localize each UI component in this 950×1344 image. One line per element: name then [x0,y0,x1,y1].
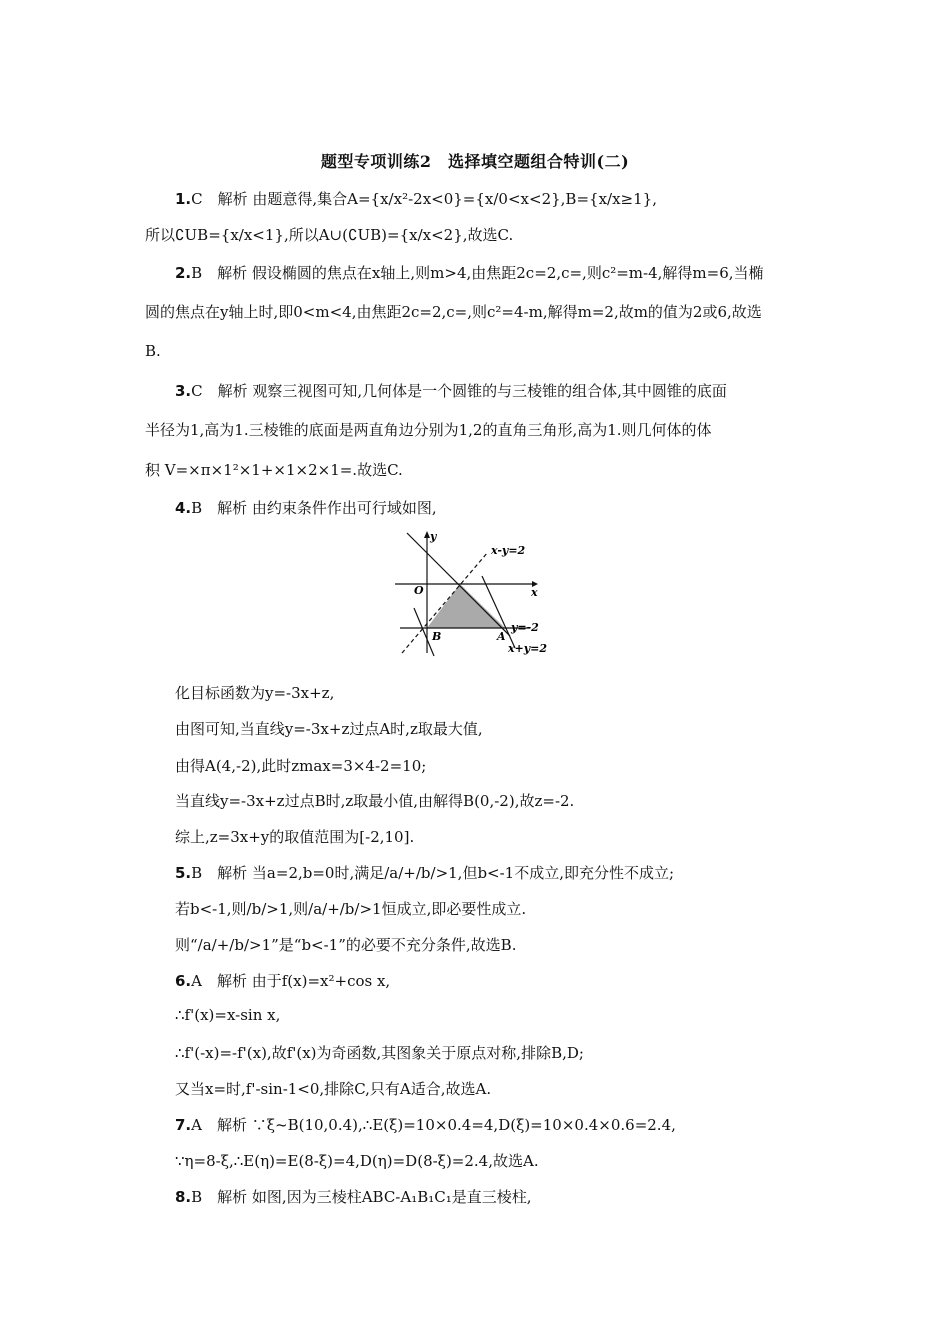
origin-label: O [414,584,424,597]
answer-line: 化目标函数为y=-3x+z, [175,684,335,702]
answer-line: 3.C 解析 观察三视图可知,几何体是一个圆锥的与三棱锥的组合体,其中圆锥的底面 [175,382,727,400]
point-b-label: B [432,630,442,643]
answer-line: 半径为1,高为1.三棱锥的底面是两直角边分别为1,2的直角三角形,高为1.则几何体的体 [145,421,712,439]
answer-line: 当直线y=-3x+z过点B时,z取最小值,由解得B(0,-2),故z=-2. [175,792,575,810]
answer-line: 6.A 解析 由于f(x)=x²+cos x, [175,972,391,990]
answer-line: 5.B 解析 当a=2,b=0时,满足/a/+/b/>1,但b<-1不成立,即充分性不成立; [175,864,675,882]
feasible-region-figure [390,528,565,658]
answer-line: 积 V=×π×1²×1+×1×2×1=.故选C. [145,461,403,479]
answer-line: 综上,z=3x+y的取值范围为[-2,10]. [175,828,415,846]
line-label-x-minus-y: x-y=2 [491,544,526,557]
answer-line: B. [145,342,161,360]
answer-line: ∵η=8-ξ,∴E(η)=E(8-ξ)=4,D(η)=D(8-ξ)=2.4,故选A. [175,1152,539,1170]
answer-line: 2.B 解析 假设椭圆的焦点在x轴上,则m>4,由焦距2c=2,c=,则c²=m-4,解得m=6,当椭 [175,264,764,282]
answer-line: ∴f'(-x)=-f'(x),故f'(x)为奇函数,其图象关于原点对称,排除B,D; [175,1044,584,1062]
line-objective-b [414,608,434,656]
x-axis-label: x [531,586,538,599]
answer-line: 所以∁UB={x/x<1},所以A∪(∁UB)={x/x<2},故选C. [145,226,514,244]
answer-line: 由图可知,当直线y=-3x+z过点A时,z取最大值, [175,720,483,738]
point-a-label: A [497,630,506,643]
answer-line: 由得A(4,-2),此时zmax=3×4-2=10; [175,757,427,775]
line-label-x-plus-y: x+y=2 [508,642,548,655]
y-axis-label: y [430,530,437,543]
answer-line: 则“/a/+/b/>1”是“b<-1”的必要不充分条件,故选B. [175,936,517,954]
answer-line: 7.A 解析 ∵ξ~B(10,0.4),∴E(ξ)=10×0.4=4,D(ξ)=10×0.4×0.6=2.4, [175,1116,676,1134]
line-label-y-minus-2: y=-2 [511,621,539,634]
answer-line: 圆的焦点在y轴上时,即0<m<4,由焦距2c=2,c=,则c²=4-m,解得m=2,故m的值为2或6,故选 [145,303,762,321]
answer-line: 8.B 解析 如图,因为三棱柱ABC-A₁B₁C₁是直三棱柱, [175,1188,532,1206]
answer-line: 4.B 解析 由约束条件作出可行域如图, [175,499,437,517]
answer-line: 1.C 解析 由题意得,集合A={x/x²-2x<0}={x/0<x<2},B={x/x≥1}, [175,190,657,208]
answer-line: 若b<-1,则/b/>1,则/a/+/b/>1恒成立,即必要性成立. [175,900,527,918]
answer-line: 又当x=时,f'-sin-1<0,排除C,只有A适合,故选A. [175,1080,492,1098]
page-title: 题型专项训练2 选择填空题组合特训(二) [320,152,630,171]
answer-line: ∴f'(x)=x-sin x, [175,1006,281,1024]
feasible-region [427,584,505,628]
